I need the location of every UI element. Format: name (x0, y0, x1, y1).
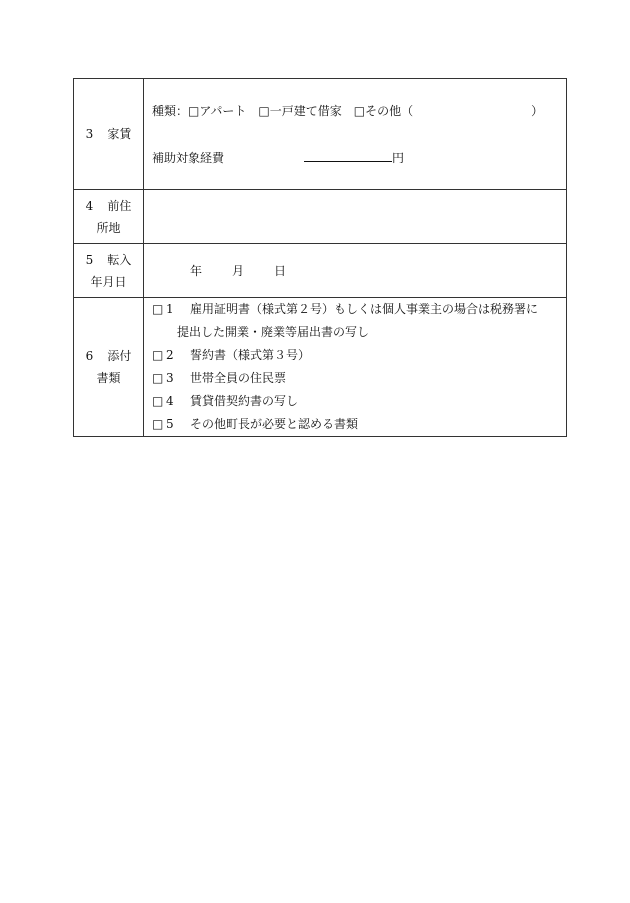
move-in-label-line1 (74, 249, 143, 271)
previous-address-label-cell (74, 190, 144, 244)
yen-label: 円 (392, 150, 405, 165)
row-previous-address (74, 190, 567, 244)
attachment-text: 提出した開業・廃業等届出書の写し (177, 325, 370, 339)
attachment-text: 誓約書（様式第３号） (190, 348, 311, 362)
attachment-item-1[interactable] (152, 298, 566, 321)
row-rent (74, 79, 567, 190)
attachment-item-3[interactable] (152, 367, 566, 390)
attachment-checkbox[interactable]: □ (152, 417, 164, 431)
option-apartment-checkbox[interactable]: □アパート (188, 103, 247, 118)
move-in-label-line2: 年月日 (90, 274, 127, 289)
attachments-label-a: 添付 (107, 349, 132, 363)
attachment-number: 3 (166, 371, 174, 385)
attachments-label-line2: 書類 (96, 371, 121, 385)
attachment-item-1-continued (152, 321, 566, 344)
attachment-number: 4 (166, 394, 174, 408)
attachment-text: 世帯全員の住民票 (190, 371, 287, 385)
rent-content-cell (144, 79, 567, 190)
rent-kind-line (152, 100, 566, 122)
rent-label: 家賃 (107, 127, 132, 141)
subsidy-line (152, 147, 566, 169)
attachments-label-cell (74, 298, 144, 437)
attachment-checkbox[interactable]: □ (152, 394, 164, 408)
attachment-number: 2 (166, 348, 174, 362)
day-label: 日 (274, 263, 287, 278)
attachment-text: その他町長が必要と認める書類 (190, 417, 359, 431)
option-house-checkbox[interactable]: □一戸建て借家 (258, 103, 342, 118)
other-close-paren: ） (531, 103, 544, 118)
month-label: 月 (232, 263, 245, 278)
attachment-number: 5 (166, 417, 174, 431)
move-in-date-field[interactable] (144, 244, 567, 298)
subsidy-amount-field[interactable] (304, 147, 392, 162)
previous-address-label-a: 前住 (107, 198, 132, 213)
date-line (152, 260, 566, 282)
application-form-table (73, 78, 567, 437)
attachment-checkbox[interactable]: □ (152, 371, 164, 385)
attachment-checkbox[interactable]: □ (152, 348, 164, 362)
attachment-item-4[interactable] (152, 390, 566, 413)
previous-address-label-line2: 所地 (96, 220, 121, 235)
previous-address-field[interactable] (144, 190, 567, 244)
previous-address-number: 4 (85, 198, 94, 213)
row-move-in-date (74, 244, 567, 298)
previous-address-label-line1 (74, 195, 143, 217)
rent-label-cell (74, 79, 144, 190)
rent-number: 3 (85, 127, 94, 141)
attachment-number: 1 (166, 302, 174, 316)
attachment-text: 賃貸借契約書の写し (190, 394, 299, 408)
attachments-number: 6 (85, 349, 94, 363)
row-attachments (74, 298, 567, 437)
rent-kind-label: 種類： (152, 103, 189, 118)
attachment-checkbox[interactable]: □ (152, 302, 164, 316)
year-label: 年 (190, 263, 203, 278)
attachment-item-5[interactable] (152, 413, 566, 436)
attachments-content-cell (144, 298, 567, 437)
attachment-text: 雇用証明書（様式第２号）もしくは個人事業主の場合は税務署に (190, 302, 539, 316)
option-other-checkbox[interactable]: □その他（ (353, 103, 414, 118)
move-in-label-cell (74, 244, 144, 298)
move-in-number: 5 (85, 252, 94, 267)
attachments-label-line1 (74, 345, 143, 367)
move-in-label-a: 転入 (107, 252, 132, 267)
subsidy-label: 補助対象経費 (152, 150, 225, 165)
attachment-item-2[interactable] (152, 344, 566, 367)
